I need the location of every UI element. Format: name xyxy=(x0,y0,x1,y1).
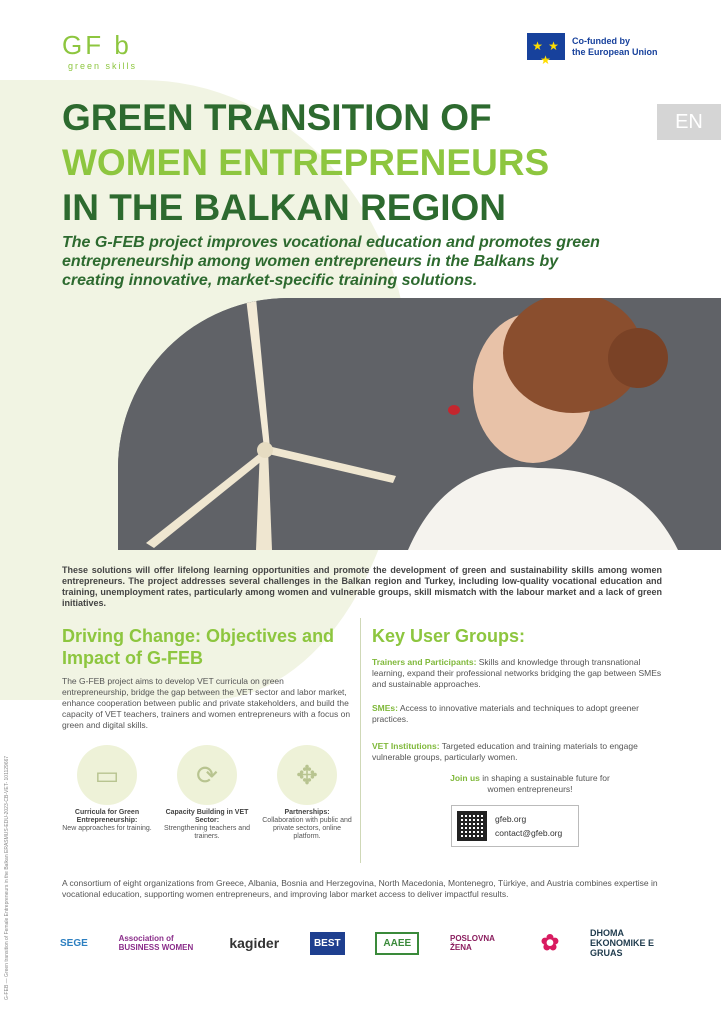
logo-tagline: green skills xyxy=(68,61,138,71)
intro-text: The G-FEB project improves vocational education and promotes green entrepreneurship among women entrepreneurs in the Balkans by creating innovative, market-specific training solutions. xyxy=(62,234,600,289)
eu-line-2: the European Union xyxy=(572,46,658,57)
objective-item xyxy=(162,745,252,841)
user-groups-section xyxy=(372,625,525,647)
title-line-1: GREEN TRANSITION OF xyxy=(62,97,492,138)
puzzle-icon: ✥ xyxy=(277,745,337,805)
partner-logo-sege: SEGE xyxy=(60,937,88,949)
wind-turbine-woman-image xyxy=(118,298,721,550)
partner-logo-kagider: kagider xyxy=(229,935,280,951)
user-group-item: SMEs: Access to innovative materials and techniques to adopt greener practices. xyxy=(372,703,639,724)
user-group-item: VET Institutions: Targeted education and training materials to engage vulnerable groups, particularly women. xyxy=(372,741,638,762)
user-groups-heading: Key User Groups: xyxy=(372,626,526,646)
presentation-board-icon: ▭ xyxy=(77,745,137,805)
objective-desc: New approaches for training. xyxy=(62,825,152,832)
objective-title: Partnerships: xyxy=(284,809,330,816)
user-group-item: Trainers and Participants: Skills and knowledge through transnational learning, expand their professional networks bridging the gap between SMEs and sustainable approaches. xyxy=(372,657,662,689)
objectives-icons xyxy=(62,745,352,841)
objective-title: Capacity Building in VET Sector: xyxy=(165,809,249,824)
partner-logos xyxy=(60,925,660,961)
language-badge[interactable]: EN xyxy=(657,104,721,140)
join-us-text: Join us in shaping a sustainable future for women entrepreneurs! xyxy=(450,773,610,794)
objective-desc: Strengthening teachers and trainers. xyxy=(163,825,250,840)
consortium-text: A consortium of eight organizations from Greece, Albania, Bosnia and Herzegovina, North Macedonia, Montenegro, Türkiye, and Austria combines expertise in vocational education, supporting women entrepreneurs, and improving labor market access to deliver impactful results. xyxy=(62,878,658,899)
objective-title: Curricula for Green Entrepreneurship: xyxy=(74,809,140,824)
partner-logo-abw: Association of BUSINESS WOMEN xyxy=(118,934,194,952)
logo-wordmark: GF b xyxy=(62,30,132,60)
objective-item xyxy=(262,745,352,841)
contact-box xyxy=(451,805,579,847)
objective-desc: Collaboration with public and private sectors, online platform. xyxy=(262,817,352,840)
objectives-text: The G-FEB project aims to develop VET curricula on green entrepreneurship, bridge the gap between the VET sector and labor market, enhance cooperation between public and private stakeholders, and build the capacity of VET teachers, trainers and women entrepreneurs with a focus on green and digital skills. xyxy=(62,676,351,730)
partner-logo-aaee: AAEE xyxy=(375,932,419,955)
gfeb-logo xyxy=(62,30,137,71)
hero-photo xyxy=(118,298,721,550)
eu-line-1: Co-funded by xyxy=(572,35,630,46)
partner-logo-flower-icon: ✿ xyxy=(540,930,560,955)
partner-logo-dhoma: DHOMA EKONOMIKE E GRUAS xyxy=(589,928,654,958)
description-paragraph: These solutions will offer lifelong learning opportunities and promote the development of green and sustainability skills among women entrepreneurs. The project addresses several challenges in the Balkan region and Turkey, including low-quality vocational education and training, unemployment rates, particularly among women and vulnerable groups, skill mismatch with the labour market and a lack of green initiatives. xyxy=(62,565,662,608)
email-link[interactable]: contact@gfeb.org xyxy=(495,828,563,838)
people-cycle-icon: ⟳ xyxy=(177,745,237,805)
eu-cofunded-badge xyxy=(527,33,658,67)
partner-logo-poslovna-zena: POSLOVNA ŽENA xyxy=(449,934,495,952)
side-reference-text: G-FEB — Green transition of Female Entrepreneurs in the Balkan ERASMUS-EDU-2023-CB-VET- 101129667 xyxy=(4,755,10,1000)
partner-logo-best: BEST xyxy=(310,932,345,955)
objectives-section xyxy=(62,625,352,669)
eu-flag-icon: ★ ★ ★ xyxy=(527,33,565,60)
page-title xyxy=(62,95,549,230)
objective-item xyxy=(62,745,152,841)
column-divider xyxy=(360,618,361,863)
title-line-3: IN THE BALKAN REGION xyxy=(62,187,506,228)
website-link[interactable]: gfeb.org xyxy=(495,814,527,824)
title-line-2: WOMEN ENTREPRENEURS xyxy=(62,142,550,183)
qr-code-icon[interactable] xyxy=(457,811,487,841)
objectives-heading: Driving Change: Objectives and Impact of G-FEB xyxy=(62,626,335,668)
